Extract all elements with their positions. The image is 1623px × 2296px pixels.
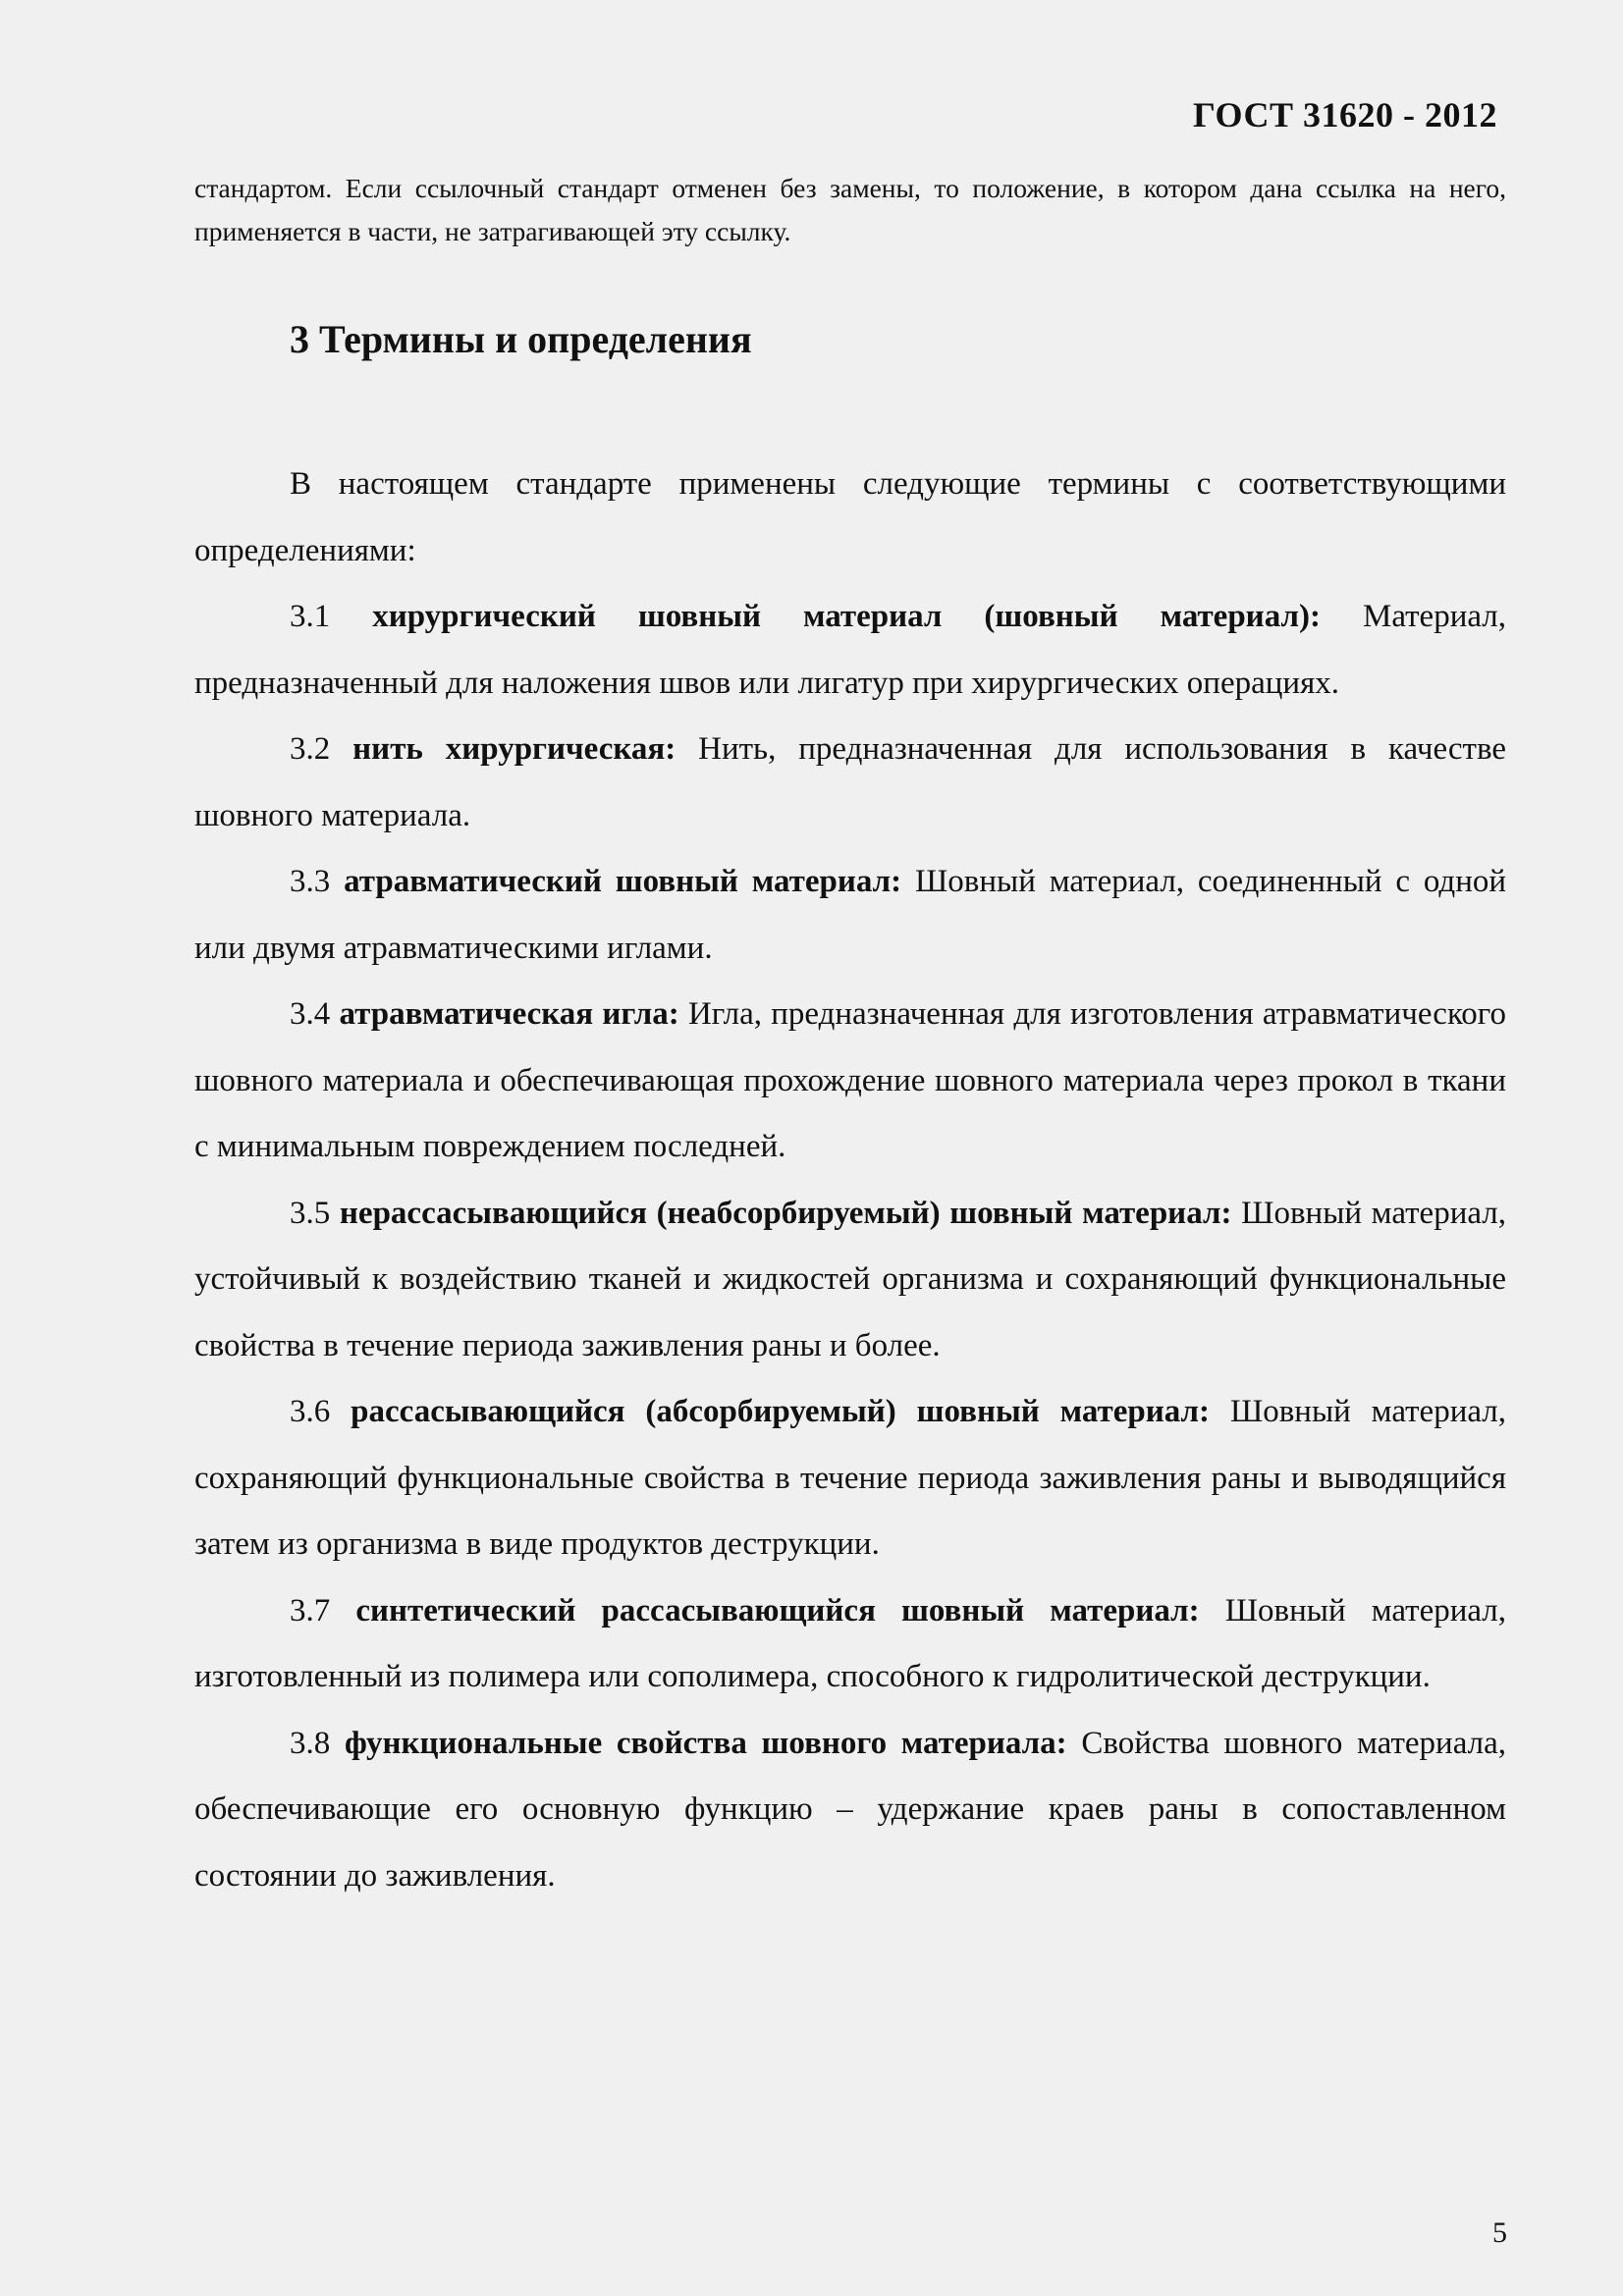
term-definition: Нить, предназначенная для использования в качестве шовного материала.: [194, 731, 1507, 833]
term-definition-3-2: [194, 717, 1506, 849]
term-definition: Шовный материал, сохраняющий функциональные свойства в течение периода заживления раны и выводящийся затем из организма в виде продуктов деструкции.: [194, 1394, 1507, 1562]
term-name: нить хирургическая:: [352, 731, 676, 767]
term-name: атравматический шовный материал:: [344, 864, 902, 899]
section-title: 3 Термины и определения: [290, 317, 752, 361]
term-definition-3-1: [194, 584, 1506, 717]
term-definition-3-7: [194, 1578, 1506, 1711]
term-definition: Шовный материал, устойчивый к воздействию тканей и жидкостей организма и сохраняющий функциональные свойства в течение периода заживления раны и более.: [194, 1195, 1507, 1363]
section-body: [194, 452, 1506, 1909]
term-name: рассасывающийся (абсорбируемый) шовный материал:: [351, 1394, 1211, 1429]
term-name: синтетический рассасывающийся шовный материал:: [355, 1592, 1200, 1629]
term-name: атравматическая игла:: [339, 996, 679, 1032]
term-number: 3.8: [290, 1725, 331, 1761]
term-number: 3.5: [290, 1195, 331, 1231]
term-number: 3.6: [290, 1394, 331, 1429]
term-number: 3.7: [290, 1592, 331, 1629]
term-name: нерассасывающийся (неабсорбируемый) шовный материал:: [339, 1195, 1232, 1231]
page-number: 5: [1492, 2216, 1507, 2249]
intro-paragraph: стандартом. Если ссылочный стандарт отменен без замены, то положение, в котором дана ссылка на него, применяется в части, не затрагивающей эту ссылку.: [194, 173, 1506, 246]
term-definition: Шовный материал, изготовленный из полимера или сополимера, способного к гидролитической деструкции.: [194, 1592, 1507, 1694]
term-number: 3.4: [290, 996, 331, 1032]
document-code-header: ГОСТ 31620 - 2012: [1193, 95, 1497, 134]
term-number: 3.3: [290, 864, 331, 899]
term-number: 3.2: [290, 731, 331, 767]
term-definition: Материал, предназначенный для наложения швов или лигатур при хирургических операциях.: [194, 599, 1507, 701]
term-number: 3.1: [290, 599, 331, 634]
term-definition-3-6: [194, 1379, 1506, 1578]
term-definition-3-8: [194, 1711, 1506, 1910]
term-definition-3-3: [194, 849, 1506, 982]
term-name: хирургический шовный материал (шовный материал):: [372, 599, 1321, 634]
term-definition-3-4: [194, 982, 1506, 1181]
term-definition: Игла, предназначенная для изготовления атравматического шовного материала и обеспечивающая прохождение шовного материала через прокол в ткани с минимальным повреждением последней.: [194, 996, 1507, 1164]
term-definition: Свойства шовного материала, обеспечивающие его основную функцию – удержание краев раны в сопоставленном состоянии до заживления.: [194, 1725, 1507, 1894]
term-name: функциональные свойства шовного материала:: [344, 1725, 1067, 1761]
term-definition: Шовный материал, соединенный с одной или двумя атравматическими иглами.: [194, 864, 1507, 966]
lead-paragraph: В настоящем стандарте применены следующие термины с соответствующими определениями:: [194, 466, 1506, 568]
term-definition-3-5: [194, 1181, 1506, 1380]
